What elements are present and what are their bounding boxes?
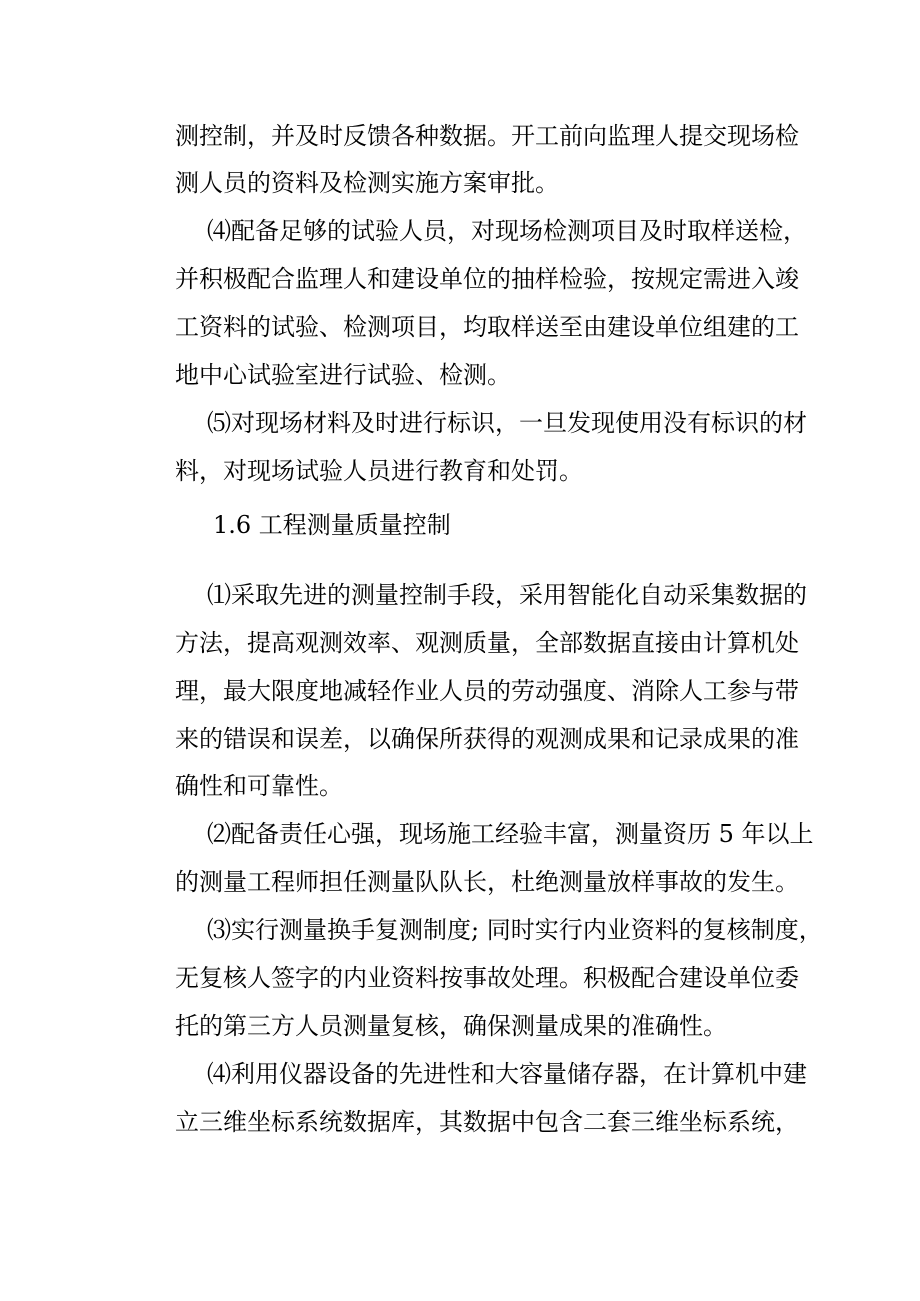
body-text-line: 确性和可靠性。 xyxy=(175,772,343,800)
body-text-line: 料，对现场试验人员进行教育和处罚。 xyxy=(175,457,583,485)
paragraph-item-4-start: ⑷利用仪器设备的先进性和大容量储存器，在计算机中建 xyxy=(207,1060,807,1088)
body-text-line: 方法，提高观测效率、观测质量，全部数据直接由计算机处 xyxy=(175,629,799,657)
body-text-line: 无复核人签字的内业资料按事故处理。积极配合建设单位委 xyxy=(175,964,799,992)
body-text-line: 理，最大限度地减轻作业人员的劳动强度、消除人工参与带 xyxy=(175,677,799,705)
body-text-line: 来的错误和误差，以确保所获得的观测成果和记录成果的准 xyxy=(175,725,799,753)
body-text-line: 地中心试验室进行试验、检测。 xyxy=(175,361,511,389)
body-text-line: 测人员的资料及检测实施方案审批。 xyxy=(175,169,559,197)
paragraph-item-4-start: ⑷配备足够的试验人员，对现场检测项目及时取样送检， xyxy=(207,217,807,245)
paragraph-item-5-start: ⑸对现场材料及时进行标识，一旦发现使用没有标识的材 xyxy=(207,409,807,437)
body-text-line: 测控制，并及时反馈各种数据。开工前向监理人提交现场检 xyxy=(175,122,799,150)
body-text-line: 工资料的试验、检测项目，均取样送至由建设单位组建的工 xyxy=(175,313,799,341)
paragraph-item-2-start: ⑵配备责任心强，现场施工经验丰富，测量资历 5 年以上 xyxy=(207,820,814,848)
paragraph-item-3-start: ⑶实行测量换手复测制度; 同时实行内业资料的复核制度， xyxy=(207,916,823,944)
body-text-line: 并积极配合监理人和建设单位的抽样检验，按规定需进入竣 xyxy=(175,265,799,293)
body-text-line: 立三维坐标系统数据库，其数据中包含二套三维坐标系统， xyxy=(175,1108,799,1136)
section-heading: 1.6 工程测量质量控制 xyxy=(213,511,451,539)
body-text-line: 托的第三方人员测量复核，确保测量成果的准确性。 xyxy=(175,1012,727,1040)
paragraph-item-1-start: ⑴采取先进的测量控制手段，采用智能化自动采集数据的 xyxy=(207,581,807,609)
body-text-line: 的测量工程师担任测量队队长，杜绝测量放样事故的发生。 xyxy=(175,868,799,896)
